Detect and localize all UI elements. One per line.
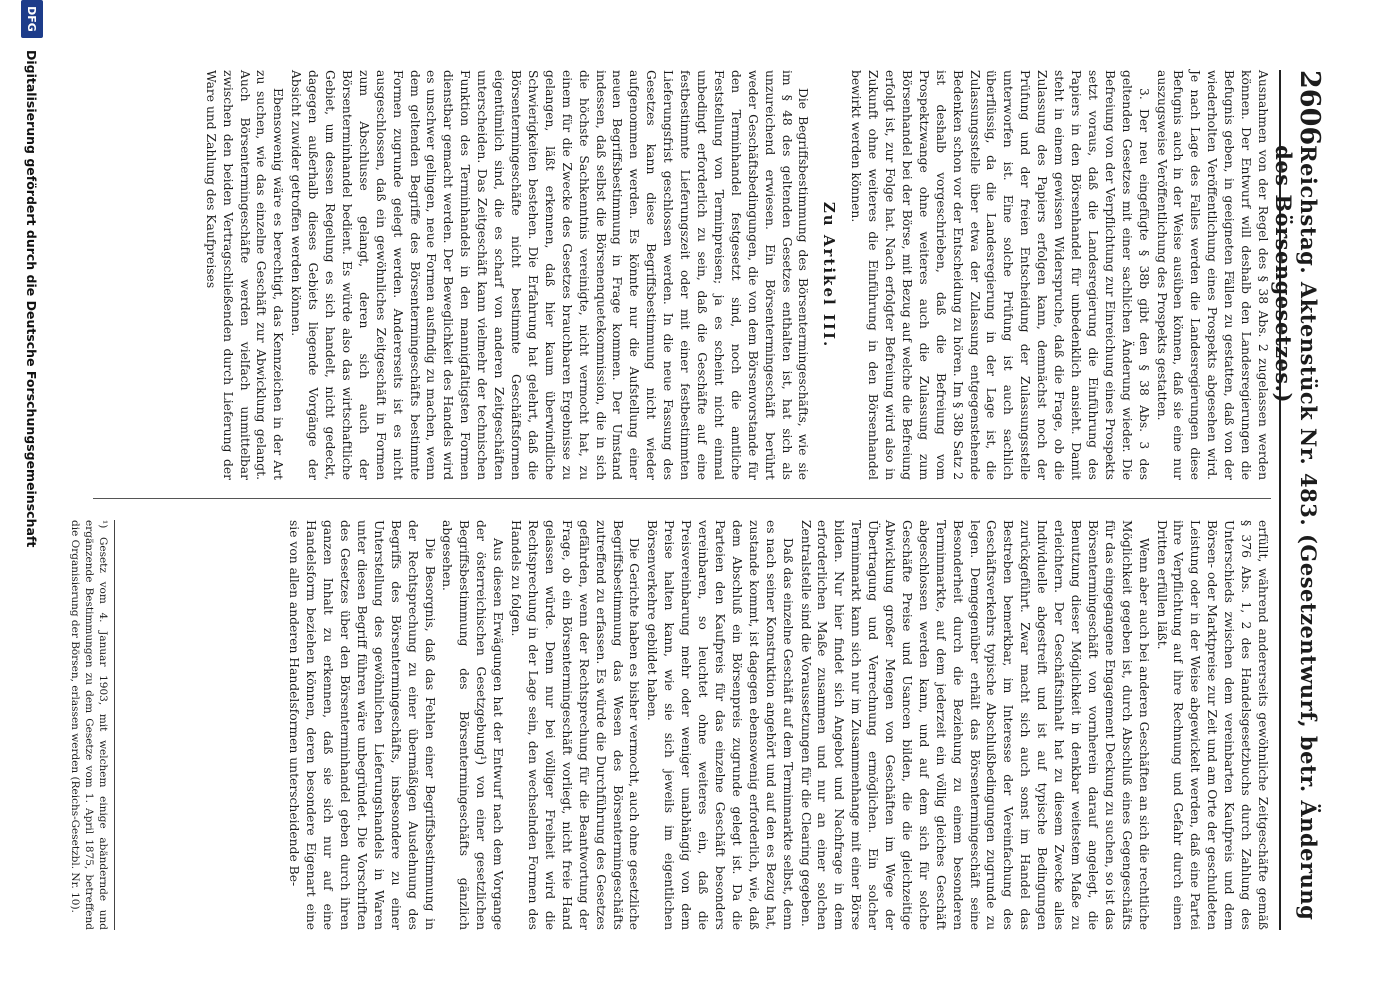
column-divider xyxy=(93,498,1271,499)
page-title: Reichstag. Aktenstück Nr. 483. (Gesetzentwurf, betr. Änderung des Börsengesetzes.) xyxy=(1271,145,1321,921)
paragraph: Ausnahmen von der Regel des § 38 Abs. 2 zugelassen werden können. Der Entwurf will deshalb den Landesregierungen die Befugnis geben, in geeigneten Fällen zu gestatten, daß von der wiederholten Veröffentlichung eines Prospekts abgesehen wird. Je nach Lage des Falles werden die Landesregierungen diese Befugnis auch in der Weise ausüben können, daß sie eine nur auszugsweise Veröffentlichung des Prospekts gestatten. xyxy=(1154,70,1270,480)
footnote-text: ¹) Gesetz vom 4. Januar 1903, mit welchem einige abändernde und ergänzende Bestimmungen zu dem Gesetze vom 1. April 1875, betreffend die Organisierung der Börsen, erlassen werden (Reichs-Gesetzbl. Nr. 10). xyxy=(69,520,109,930)
paragraph: Daß das einzelne Geschäft auf dem Terminmarkte selbst, denn es nach seiner Konstruktion angehört und auf den es Bezug hat, zustande kommt, ist dagegen ebensowenig erforderlich, wie, daß dem Abschluß ein Börsenpreis zugrunde gelegt ist. Da die Parteien den Kaufpreis für das einzelne Geschäft besonders vereinbaren, so leuchtet ohne weiteres ein, daß die Preisvereinbarung mehr oder weniger unabhängig von dem Preise halten kann, wie sie sich jeweils im eigentlichen Börsenverkehre gebildet haben. xyxy=(645,520,795,930)
digitization-note-text: Digitalisierung gefördert durch die Deutsche Forschungsgemeinschaft xyxy=(24,50,40,548)
paragraph: Wenn aber auch bei anderen Geschäften an sich die rechtliche Möglichkeit gegeben ist, durch Abschluß eines Gegengeschäfts für das eingegangene Engagement Deckung zu suchen, so ist das Börsentermingeschäft von vornherein darauf angelegt, die Benutzung dieser Möglichkeit in denkbar weitestem Maße zu erleichtern. Der Geschäftsinhalt hat zu diesem Zwecke alles Individuelle abgestreift und ist auf typische Bedingungen zurückgeführt. Zwar macht sich auch sonst im Handel das Bestreben bemerkbar, im Interesse der Vereinfachung des Geschäftsverkehrs typische Abschlußbedingungen zugrunde zu legen. Demgegenüber erhält das Börsentermingeschäft seine Besonderheit durch die Beziehung zu einem besonderen Terminmarkte, auf dem jederzeit ein völlig gleiches Geschäft abgeschlossen werden kann, und auf dem sich für solche Geschäfte Preise und Usancen bilden, die die gleichzeitige Abwicklung großer Mengen von Geschäften im Wege der Übertragung und Verrechnung ermöglichen. Ein solcher Terminmarkt kann sich nur im Zusammenhange mit einer Börse bilden. Nur hier findet sich Angebot und Nachfrage in dem erforderlichen Maße zusammen und nur an einer solchen Zentralstelle sind die Voraussetzungen für die Clearing gegeben. xyxy=(798,520,1151,930)
page-number: 2606 xyxy=(1294,70,1325,146)
left-column xyxy=(201,70,1271,480)
paragraph: 3. Der neu eingefügte § 38b gibt den § 38 Abs. 3 des geltenden Gesetzes mit einer sachlichen Änderung wieder. Die Befreiung von der Verpflichtung zur Einreichung eines Prospekts setzt voraus, daß die Landesregierung die Einführung des Papiers in den Börsenhandel für unbedenklich ansieht. Damit steht in einem gewissen Widerspruche, daß die Frage, ob die Zulassung des Papiers erfolgen kann, demnächst noch der Prüfung und der freien Entscheidung der Zulassungsstelle unterworfen ist. Eine solche Prüfung ist auch sachlich überflüssig, da die Landesregierung in der Lage ist, die Zulassungsstelle über etwa der Zulassung entgegenstehende Bedenken schon vor der Entscheidung zu hören. Im § 38b Satz 2 ist deshalb vorgeschrieben, daß die Befreiung vom Prospektzwange ohne weiteres auch die Zulassung zum Börsenhandel bei der Börse, mit Bezug auf welche die Befreiung erfolgt ist, zur Folge hat. Nach erfolgter Befreiung wird also in Zukunft ohne weiteres die Einführung in den Börsenhandel bewirkt werden können. xyxy=(849,70,1151,480)
right-column xyxy=(284,520,1271,930)
digitization-note xyxy=(12,0,52,1000)
section-heading: Zu Artikel III. xyxy=(820,201,839,349)
paragraph: erfüllt, während andererseits gewöhnliche Zeitgeschäfte gemäß § 376 Abs. 1, 2 des Handelsgesetzbuchs durch Zahlung des Unterschieds zwischen dem vereinbarten Kaufpreis und dem Börsen- oder Marktpreise zur Zeit und am Orte der geschuldeten Leistung oder in der Weise abgewickelt werden, daß eine Partei ihre Verpflichtung auf ihre Rechnung und Gefahr durch einen Dritten erfüllen läßt. xyxy=(1154,520,1270,930)
page-header xyxy=(1271,70,1325,930)
paragraph: Aus diesen Erwägungen hat der Entwurf nach dem Vorgange der österreichischen Gesetzgebung¹) von einer gesetzlichen Begriffsbestimmung des Börsentermingeschäfts gänzlich abgesehen. xyxy=(440,520,506,930)
paragraph: Die Besorgnis, daß das Fehlen einer Begriffsbestimmung in der Rechtsprechung zu einer übermäßigen Ausdehnung des Begriffs des Börsentermingeschäfts, insbesondere zu einer Unterstellung des gewöhnlichen Lieferungshandels in Waren unter diesen Begriff führen wäre unbegründet. Die Vorschriften des Gesetzes über den Börsenterminhandel geben durch ihren ganzen Inhalt zu erkennen, daß sie sich nur auf eine Handelsform beziehen können, deren besondere Eigenart eine sie von allen anderen Handelsformen unterscheidende Be- xyxy=(287,520,437,930)
paragraph: Ebensowenig wäre es berechtigt, das Kennzeichen in der Art zu suchen, wie das einzelne Geschäft zur Abwicklung gelangt. Auch Börsentermingeschäfte werden vielfach unmittelbar zwischen den beiden Vertragschließenden durch Lieferung der Ware und Zahlung des Kaufpreises xyxy=(203,70,286,480)
paragraph: Die Gerichte haben es bisher vermocht, auch ohne gesetzliche Begriffsbestimmung das Wesen des Börsentermingeschäfts zutreffend zu erfassen. Es würde die Durchführung des Gesetzes gefährden, wenn der Rechtsprechung für die Beantwortung der Frage, ob ein Börsentermingeschäft vorliegt, nicht freie Hand gelassen würde. Denn nur bei völliger Freiheit wird die Rechtsprechung in der Lage sein, den wechselnden Formen des Handels zu folgen. xyxy=(509,520,642,930)
dfg-logo-icon: DFG xyxy=(21,0,43,38)
footnote xyxy=(68,520,115,930)
paragraph: Die Begriffsbestimmung des Börsentermingeschäfts, wie sie im § 48 des geltenden Gesetzes enthalten ist, hat sich als unzureichend erwiesen. Ein Börsentermingeschäft berührt weder Geschäftsbedingungen, die von dem Börsenvorstande für den Terminhandel festgesetzt sind, noch die amtliche Feststellung von Terminpreisen; ja es scheint nicht einmal unbedingt erforderlich zu sein, daß die Geschäfte auf eine festbestimmte Lieferungszeit oder mit einer festbestimmten Lieferungsfrist geschlossen werden. In die neue Fassung des Gesetzes kann diese Begriffsbestimmung nicht wieder aufgenommen werden. Es könnte nur die Aufstellung einer neuen Begriffsbestimmung in Frage kommen. Der Umstand indessen, daß selbst die Börsenenquetekommission, die in sich die höchste Sachkenntnis vereinigte, nicht vermocht hat, zu einem für die Zwecke des Gesetzes brauchbaren Ergebnisse zu gelangen, läßt erkennen, daß hier kaum überwindliche Schwierigkeiten bestehen. Die Erfahrung hat gelehrt, daß die Börsentermingeschäfte nicht bestimmte Geschäftsformen eigentümlich sind, die es scharf von anderen Zeitgeschäften unterscheiden. Das Zeitgeschäft kann vielmehr der technischen Funktion des Terminhandels in den mannigfaltigsten Formen dienstbar gemacht werden. Der Beweglichkeit des Handels wird es unschwer gelingen, neue Formen ausfindig zu machen, wenn dem geltenden Begriffe des Börsentermingeschäfts bestimmte Formen zugrunde gelegt werden. Andererseits ist es nicht ausgeschlossen, daß ein gewöhnliches Zeitgeschäft in Formen zum Abschlusse gelangt, deren sich auch der Börsenterminhandel bedient. Es würde also das wirtschaftliche Gebiet, um dessen Regelung es sich handelt, nicht gedeckt, dagegen außerhalb dieses Gebiets liegende Vorgänge der Absicht zuwider getroffen werden können. xyxy=(289,70,811,480)
